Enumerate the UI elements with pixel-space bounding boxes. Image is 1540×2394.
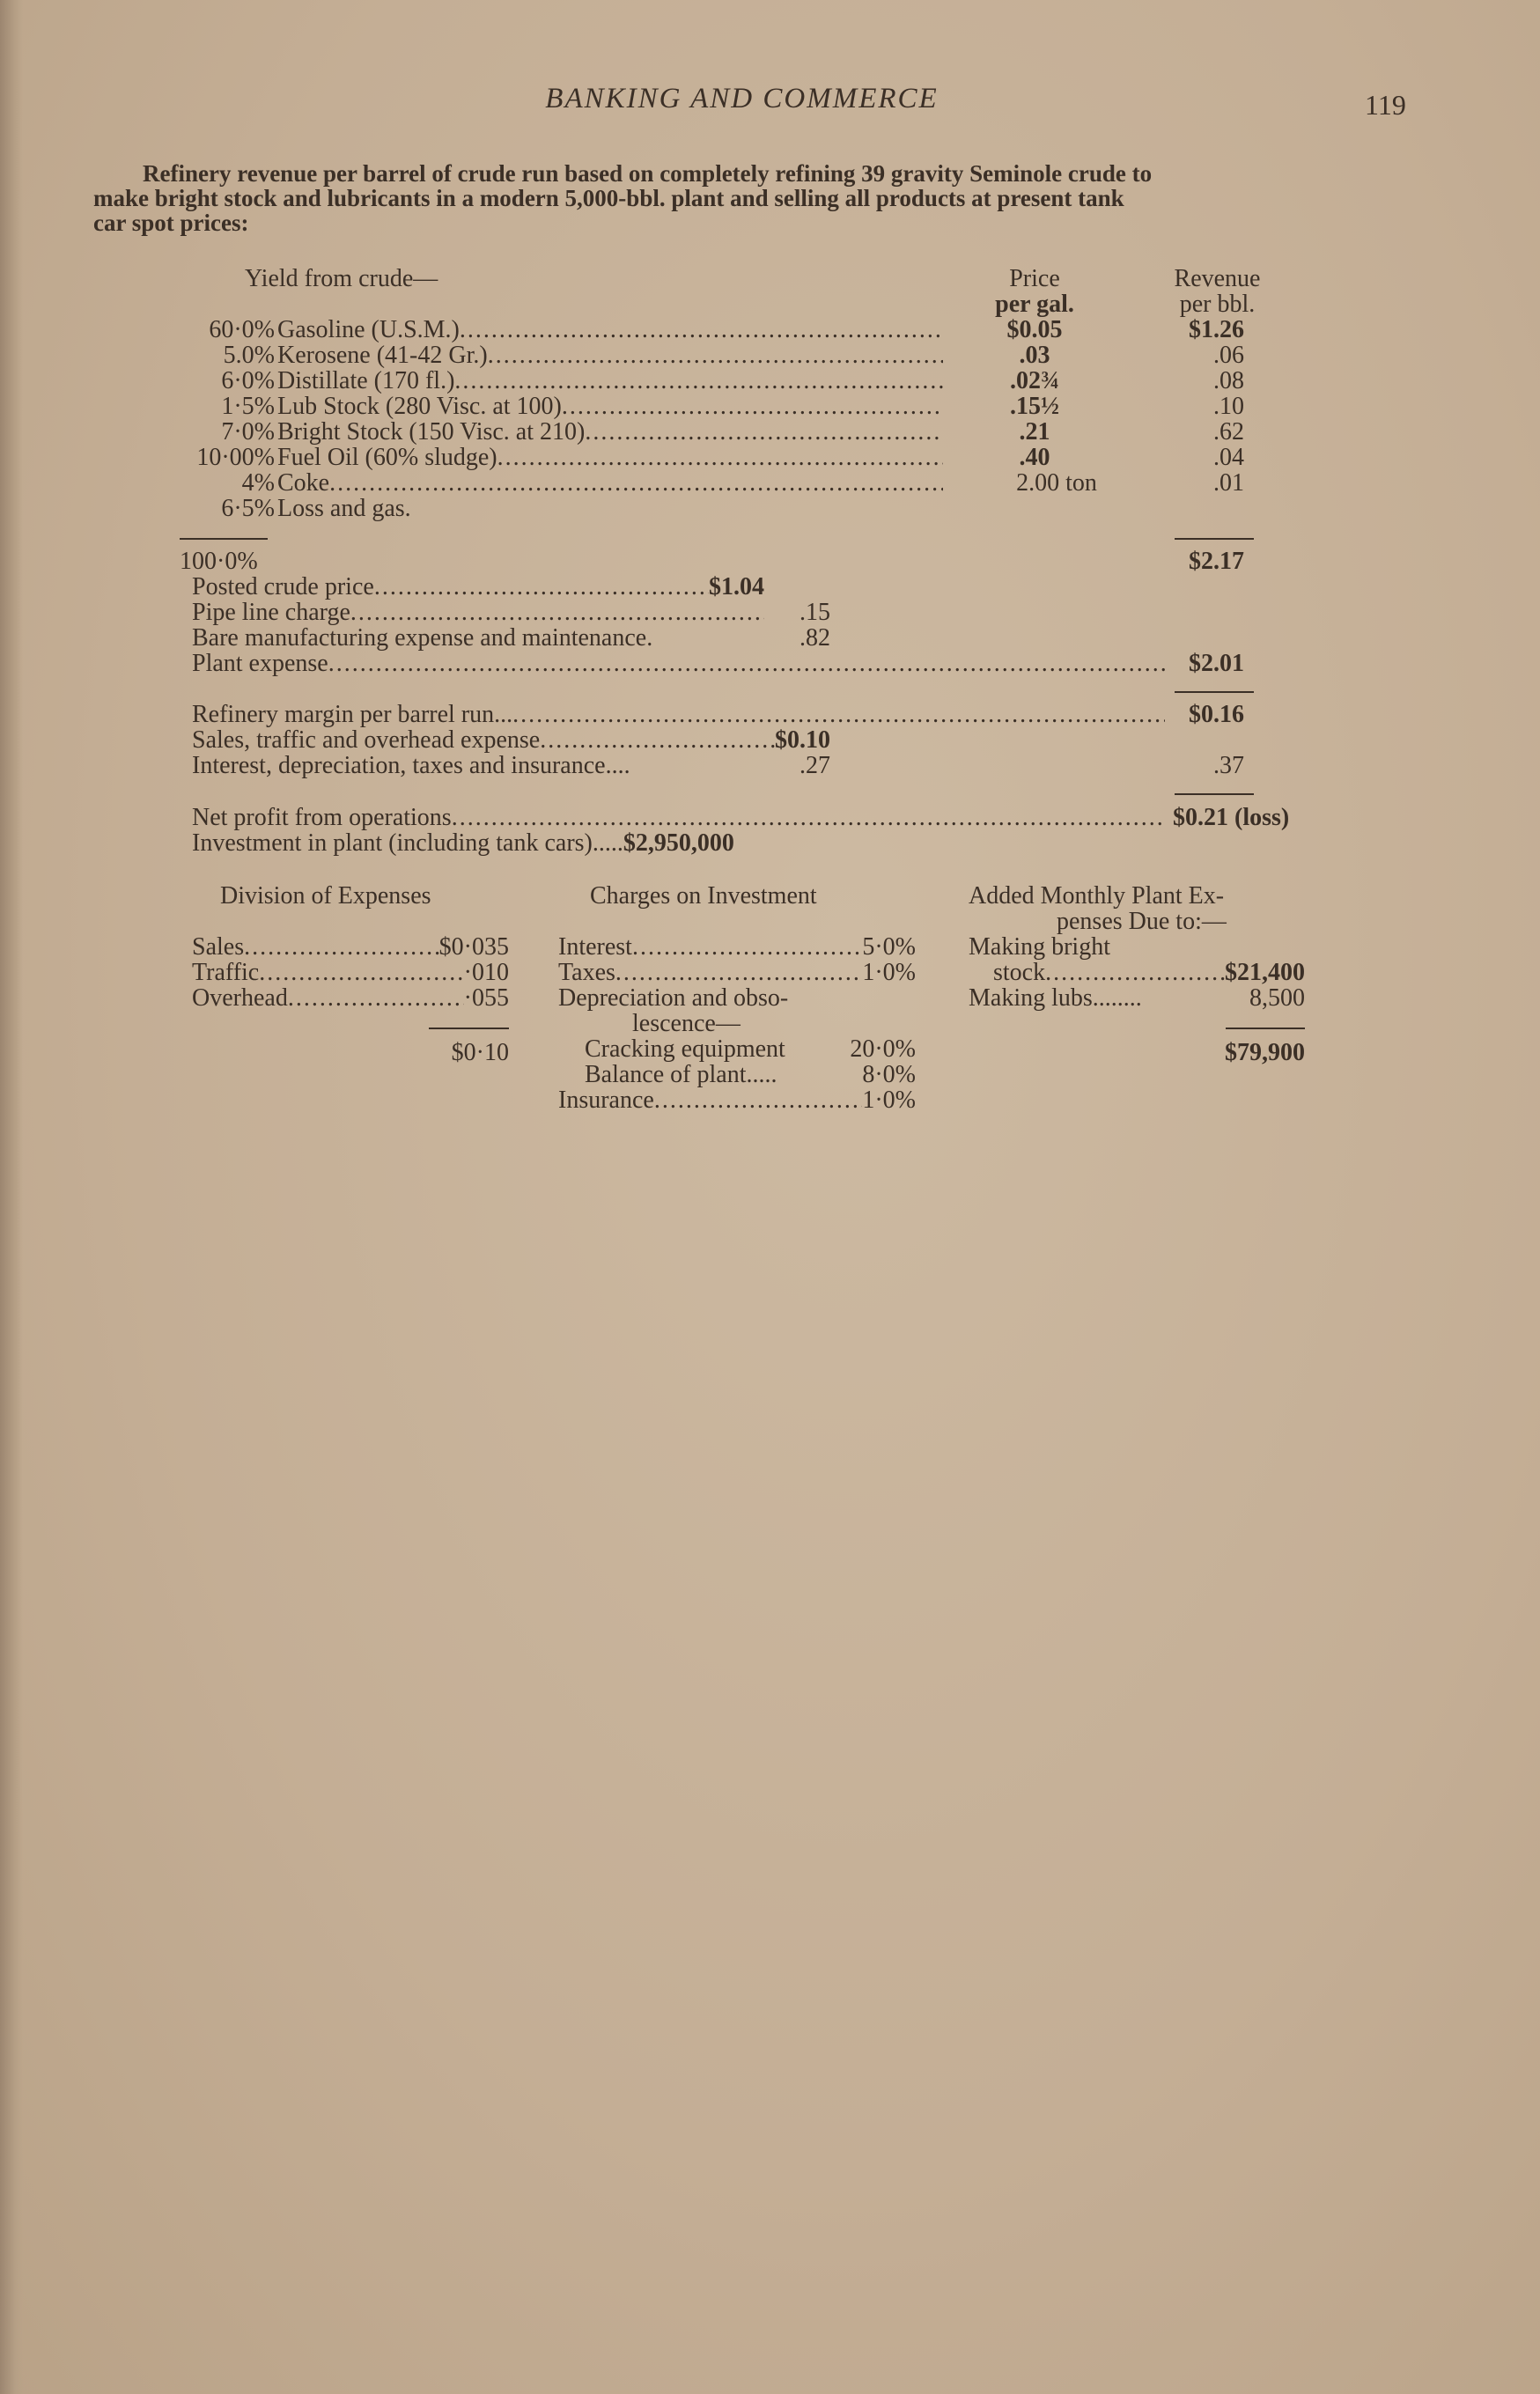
division-value: ·055 — [463, 985, 509, 1011]
yield-revenue: .10 — [1213, 393, 1244, 420]
leader-dots — [452, 805, 1165, 830]
leader-dots — [654, 1087, 863, 1113]
leader-dots — [562, 394, 943, 419]
depreciation-label-2: lescence— — [632, 1010, 741, 1037]
yield-price: .15½ — [1010, 393, 1059, 420]
insurance-label: Insurance — [558, 1087, 654, 1113]
yield-label: Kerosene (41-42 Gr.) — [277, 343, 488, 368]
yield-pct: 5.0% — [223, 342, 275, 369]
yield-price: .02¾ — [1010, 367, 1059, 394]
bright-value: $21,400 — [1225, 960, 1305, 985]
division-row — [192, 934, 509, 960]
yield-revenue: .04 — [1213, 444, 1244, 471]
investment-label: Investment in plant (including tank cars)..... — [192, 829, 623, 857]
yield-price: .40 — [1019, 444, 1050, 471]
leader-dots — [329, 470, 943, 496]
charges-taxes-label: Taxes — [558, 960, 615, 985]
page-number: 119 — [1365, 89, 1406, 121]
plant-expense-row — [192, 651, 1244, 676]
pipe-line-label: Pipe line charge — [192, 600, 350, 625]
page-spine-shadow — [0, 0, 23, 2394]
yield-revenue: .08 — [1213, 367, 1244, 394]
division-row — [192, 960, 509, 985]
balance-label: Balance of plant..... — [585, 1061, 777, 1088]
leader-dots — [540, 727, 775, 753]
investment-row — [192, 830, 734, 856]
insurance-row — [558, 1087, 916, 1113]
added-heading-2: penses Due to:— — [1057, 908, 1227, 935]
yield-total-revenue: $2.17 — [1189, 548, 1244, 575]
depreciation-label-1: Depreciation and obso- — [558, 984, 789, 1012]
division-row — [192, 985, 509, 1011]
interest-label: Interest, depreciation, taxes and insurance.... — [192, 752, 630, 779]
sales-expense-label: Sales, traffic and overhead expense — [192, 727, 541, 753]
leader-dots — [488, 343, 943, 368]
bright-row — [993, 960, 1305, 985]
division-label: Overhead — [192, 985, 288, 1011]
yield-label: Gasoline (U.S.M.) — [277, 317, 460, 343]
yield-total-pct: 100·0% — [180, 548, 258, 575]
yield-pct: 1·5% — [221, 393, 275, 420]
revenue-header-2: per bbl. — [1179, 291, 1256, 318]
leader-dots — [512, 702, 1165, 727]
margin-value: $0.16 — [1189, 702, 1244, 727]
cracking-value: 20·0% — [850, 1035, 916, 1063]
net-profit-label: Net profit from operations — [192, 805, 452, 830]
margin-label: Refinery margin per barrel run... — [192, 702, 513, 727]
running-head: BANKING AND COMMERCE — [545, 83, 939, 114]
bare-mfg-label: Bare manufacturing expense and maintenance. — [192, 624, 653, 652]
yield-pct: 4% — [241, 469, 275, 497]
yield-label: Lub Stock (280 Visc. at 100) — [277, 394, 562, 419]
added-rule — [1226, 1028, 1305, 1029]
charges-taxes-row — [558, 960, 916, 985]
sales-expense-value: $0.10 — [775, 727, 830, 753]
intro-line-3: car spot prices: — [93, 210, 249, 236]
leader-dots — [288, 985, 464, 1011]
balance-value: 8·0% — [862, 1061, 916, 1088]
charges-interest-value: 5·0% — [862, 934, 916, 960]
lubs-label: Making lubs........ — [969, 984, 1142, 1012]
charges-interest-row — [558, 934, 916, 960]
yield-label: Coke — [277, 470, 330, 496]
leader-dots — [328, 651, 1165, 676]
yield-price: .21 — [1019, 418, 1050, 446]
posted-crude-row — [192, 574, 764, 600]
division-value: $0·035 — [438, 934, 509, 960]
yield-row — [277, 343, 943, 368]
division-heading: Division of Expenses — [220, 882, 431, 910]
intro-paragraph — [93, 161, 1411, 235]
division-label: Traffic — [192, 960, 260, 985]
bright-label-2: stock — [993, 960, 1046, 985]
yield-price: 2.00 ton — [1016, 469, 1097, 497]
leader-dots — [1045, 960, 1225, 985]
cracking-label: Cracking equipment — [585, 1035, 785, 1063]
plant-expense-label: Plant expense — [192, 651, 328, 676]
interest-value: .27 — [799, 752, 830, 779]
yield-row — [277, 470, 943, 496]
net-profit-row — [192, 805, 1244, 830]
yield-revenue: .06 — [1213, 342, 1244, 369]
intro-line-1: Refinery revenue per barrel of crude run based on completely refining 39 gravity Seminole crude to — [143, 160, 1153, 187]
leader-dots — [615, 960, 862, 985]
posted-crude-value: $1.04 — [709, 574, 764, 600]
revenue-header-1: Revenue — [1174, 265, 1261, 292]
division-total: $0·10 — [451, 1039, 509, 1066]
leader-dots — [460, 317, 943, 343]
division-label: Sales — [192, 934, 245, 960]
bright-label-1: Making bright — [969, 933, 1110, 961]
yield-label: Loss and gas. — [277, 495, 411, 522]
posted-crude-label: Posted crude price — [192, 574, 374, 600]
yield-row — [277, 445, 943, 470]
yield-row — [277, 394, 943, 419]
leader-dots — [374, 574, 709, 600]
leader-dots — [259, 960, 463, 985]
net-profit-value: $0.21 (loss) — [1173, 804, 1290, 831]
margin-rule — [1175, 691, 1254, 693]
added-heading-1: Added Monthly Plant Ex- — [969, 882, 1225, 910]
leader-dots — [632, 934, 862, 960]
yield-pct: 7·0% — [221, 418, 275, 446]
price-header-2: per gal. — [995, 291, 1074, 318]
sales-expense-row — [192, 727, 830, 753]
bare-mfg-value: .82 — [799, 624, 830, 652]
added-total: $79,900 — [1225, 1039, 1305, 1066]
interest-total: .37 — [1213, 752, 1244, 779]
net-rule — [1175, 793, 1254, 795]
yield-price: .03 — [1019, 342, 1050, 369]
yield-row — [277, 368, 943, 394]
yield-pct: 6·5% — [221, 495, 275, 522]
yield-label: Fuel Oil (60% sludge) — [277, 445, 497, 470]
lubs-value: 8,500 — [1249, 984, 1305, 1012]
insurance-value: 1·0% — [862, 1087, 916, 1113]
division-rule — [429, 1028, 509, 1029]
yield-heading: Yield from crude— — [245, 265, 438, 292]
leader-dots — [454, 368, 943, 394]
total-rule-left — [180, 538, 268, 540]
yield-revenue: .01 — [1213, 469, 1244, 497]
charges-taxes-value: 1·0% — [862, 960, 916, 985]
yield-pct: 60·0% — [209, 316, 275, 343]
leader-dots — [497, 445, 943, 470]
charges-interest-label: Interest — [558, 934, 632, 960]
pipe-line-row — [192, 600, 830, 625]
margin-row — [192, 702, 1244, 727]
price-header-1: Price — [1009, 265, 1060, 292]
leader-dots — [585, 419, 943, 445]
division-value: ·010 — [463, 960, 509, 985]
yield-revenue: $1.26 — [1189, 316, 1244, 343]
pipe-line-value: .15 — [799, 600, 830, 625]
leader-dots — [350, 600, 764, 625]
investment-value: $2,950,000 — [623, 829, 734, 857]
yield-price: $0.05 — [1006, 316, 1063, 343]
yield-pct: 10·00% — [196, 444, 275, 471]
yield-row — [277, 419, 943, 445]
total-rule-right — [1175, 538, 1254, 540]
yield-pct: 6·0% — [221, 367, 275, 394]
charges-heading: Charges on Investment — [590, 882, 817, 910]
leader-dots — [244, 934, 439, 960]
yield-revenue: .62 — [1213, 418, 1244, 446]
plant-expense-value: $2.01 — [1189, 651, 1244, 676]
yield-row — [277, 317, 943, 343]
yield-label: Distillate (170 fl.) — [277, 368, 455, 394]
intro-line-2: make bright stock and lubricants in a modern 5,000-bbl. plant and selling all products at present tank — [93, 185, 1124, 211]
yield-label: Bright Stock (150 Visc. at 210) — [277, 419, 586, 445]
